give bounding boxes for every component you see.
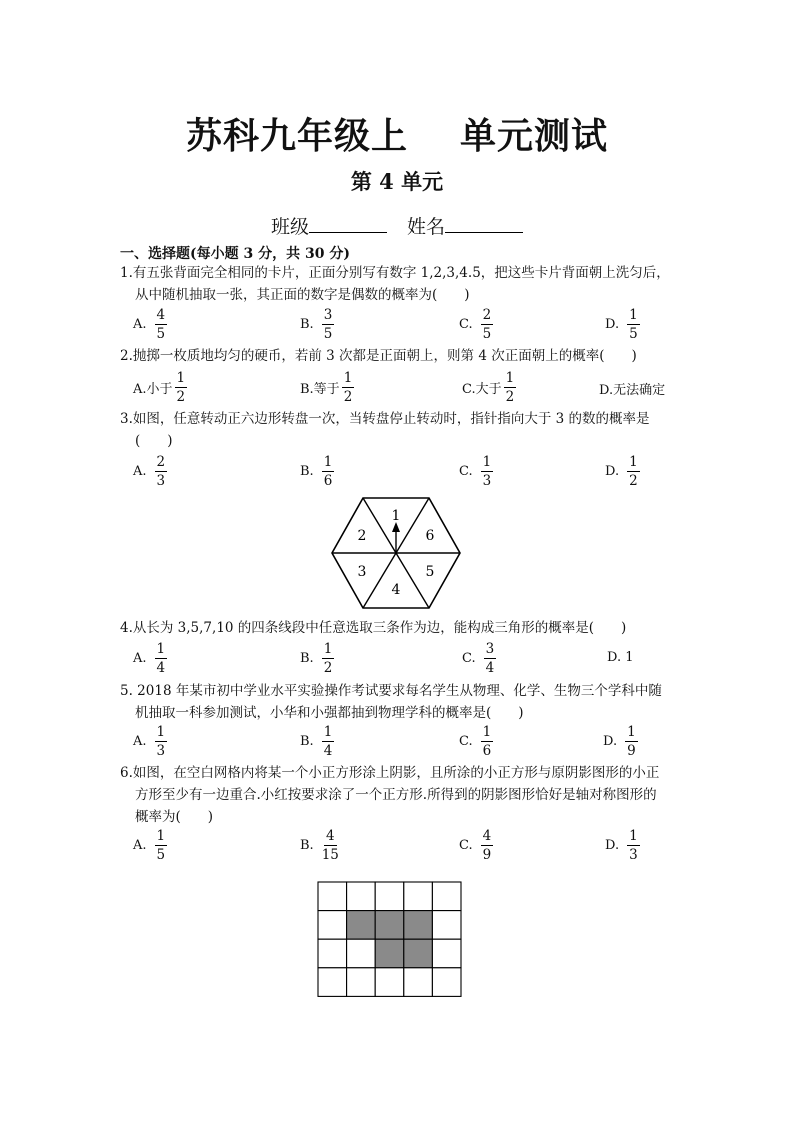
sector-label: 5 xyxy=(425,564,435,580)
question-line: ( ) xyxy=(135,433,173,449)
question-line: 1.有五张背面完全相同的卡片，正面分别写有数字 1,2,3,4.5，把这些卡片背面朝上洗匀后， xyxy=(120,265,670,281)
grid-cell xyxy=(432,911,461,940)
question-1 xyxy=(120,262,670,306)
class-blank[interactable] xyxy=(309,216,387,233)
fraction: $\frac{4}{5}$ xyxy=(156,307,166,342)
grid-cell xyxy=(432,939,461,968)
question-3 xyxy=(120,408,650,452)
grid-cell xyxy=(404,882,433,911)
grid-cell-shaded xyxy=(375,911,404,940)
grid-cell xyxy=(318,939,347,968)
grid-cell xyxy=(347,968,376,997)
grid-cell-shaded xyxy=(347,911,376,940)
fraction: $\frac{2}{5}$ xyxy=(482,307,492,342)
page-title xyxy=(0,108,794,159)
option-d[interactable]: D. $\frac{1}{2}$ xyxy=(605,454,638,489)
question-6 xyxy=(120,762,659,828)
option-d[interactable]: D. $\frac{1}{5}$ xyxy=(605,307,638,342)
grid-cell xyxy=(318,882,347,911)
fraction: $\frac{3}{4}$ xyxy=(485,641,495,676)
option-a[interactable]: A. $\frac{1}{5}$ xyxy=(133,828,166,863)
option-b[interactable]: B. $\frac{1}{2}$ xyxy=(300,641,333,676)
fraction: $\frac{1}{2}$ xyxy=(629,454,638,489)
option-b[interactable]: B. $\frac{1}{6}$ xyxy=(300,454,333,489)
fraction: $\frac{1}{6}$ xyxy=(482,724,492,759)
hexagon-spinner-figure xyxy=(330,496,462,610)
fraction: $\frac{1}{2}$ xyxy=(505,370,515,405)
fraction: $\frac{1}{6}$ xyxy=(323,454,333,489)
fraction: $\frac{1}{3}$ xyxy=(482,454,492,489)
title-grade: 苏科九年级上 xyxy=(185,116,408,157)
class-label: 班级 xyxy=(270,216,309,238)
option-c[interactable]: C. $\frac{1}{6}$ xyxy=(459,724,492,759)
title-test: 单元测试 xyxy=(460,116,609,157)
question-5 xyxy=(120,680,662,724)
question-2 xyxy=(120,345,637,367)
options-q3 xyxy=(0,454,794,494)
option-a[interactable]: A.小于 $\frac{1}{2}$ xyxy=(133,370,186,405)
option-c[interactable]: C. $\frac{2}{5}$ xyxy=(459,307,492,342)
option-a[interactable]: A. $\frac{2}{3}$ xyxy=(133,454,166,489)
question-line: 2.抛掷一枚质地均匀的硬币，若前 3 次都是正面朝上，则第 4 次正面朝上的概率( ) xyxy=(120,348,637,364)
option-b[interactable]: B. $\frac{4}{15}$ xyxy=(300,828,339,863)
options-q6 xyxy=(0,828,794,868)
grid-cell xyxy=(404,968,433,997)
sector-label: 4 xyxy=(391,582,401,598)
question-line: 方形至少有一边重合.小红按要求涂了一个正方形.所得到的阴影图形恰好是轴对称图形的 xyxy=(135,787,657,803)
options-q4 xyxy=(0,641,794,681)
option-c[interactable]: C. $\frac{1}{3}$ xyxy=(459,454,492,489)
option-d[interactable]: D.无法确定 xyxy=(599,383,666,398)
grid-cell xyxy=(432,968,461,997)
question-line: 概率为( ) xyxy=(135,809,214,825)
option-c[interactable]: C. $\frac{3}{4}$ xyxy=(462,641,495,676)
option-c[interactable]: C.大于 $\frac{1}{2}$ xyxy=(462,370,515,405)
fraction: $\frac{1}{4}$ xyxy=(156,641,166,676)
unit-subtitle: 第 4 单元 xyxy=(350,169,444,194)
option-a[interactable]: A. $\frac{1}{4}$ xyxy=(133,641,166,676)
shaded-grid-figure xyxy=(317,881,463,999)
grid-cell xyxy=(375,968,404,997)
grid-cell-shaded xyxy=(375,939,404,968)
section-heading: 一、选择题(每小题 3 分，共 30 分) xyxy=(120,246,350,262)
student-info-line xyxy=(0,212,794,239)
question-line: 机抽取一科参加测试，小华和小强都抽到物理学科的概率是( ) xyxy=(135,705,524,721)
fraction: $\frac{1}{2}$ xyxy=(343,370,353,405)
grid-cell xyxy=(347,939,376,968)
sector-label: 2 xyxy=(357,528,367,544)
question-line: 从中随机抽取一张，其正面的数字是偶数的概率为( ) xyxy=(135,287,470,303)
fraction: $\frac{1}{3}$ xyxy=(156,724,166,759)
fraction: $\frac{1}{2}$ xyxy=(323,641,333,676)
fraction: $\frac{2}{3}$ xyxy=(156,454,166,489)
option-a[interactable]: A. $\frac{1}{3}$ xyxy=(133,724,166,759)
fraction: $\frac{4}{15}$ xyxy=(321,828,339,863)
grid-cell xyxy=(375,882,404,911)
question-line: 5. 2018 年某市初中学业水平实验操作考试要求每名学生从物理、化学、生物三个学科中随 xyxy=(120,683,662,699)
fraction: $\frac{1}{9}$ xyxy=(627,724,636,759)
fraction: $\frac{1}{4}$ xyxy=(323,724,333,759)
option-a[interactable]: A. $\frac{4}{5}$ xyxy=(133,307,166,342)
option-b[interactable]: B. $\frac{3}{5}$ xyxy=(300,307,333,342)
option-d[interactable]: D. 1 xyxy=(607,650,634,665)
option-d[interactable]: D. $\frac{1}{9}$ xyxy=(603,724,636,759)
grid-cell xyxy=(318,911,347,940)
name-label: 姓名 xyxy=(407,216,446,238)
question-line: 6.如图，在空白网格内将某一个小正方形涂上阴影，且所涂的小正方形与原阴影图形的小正 xyxy=(120,765,660,781)
question-line: 3.如图，任意转动正六边形转盘一次，当转盘停止转动时，指针指向大于 3 的数的概率是 xyxy=(120,411,650,427)
sector-label: 1 xyxy=(391,508,401,524)
option-b[interactable]: B.等于 $\frac{1}{2}$ xyxy=(300,370,353,405)
fraction: $\frac{1}{5}$ xyxy=(629,307,638,342)
option-d[interactable]: D. $\frac{1}{3}$ xyxy=(605,828,638,863)
grid-cell xyxy=(432,882,461,911)
question-4 xyxy=(120,617,626,639)
option-b[interactable]: B. $\frac{1}{4}$ xyxy=(300,724,333,759)
grid-cell-shaded xyxy=(404,911,433,940)
fraction: $\frac{1}{3}$ xyxy=(629,828,638,863)
grid-cell-shaded xyxy=(404,939,433,968)
name-blank[interactable] xyxy=(445,216,523,233)
sector-label: 6 xyxy=(425,528,435,544)
option-c[interactable]: C. $\frac{4}{9}$ xyxy=(459,828,492,863)
fraction: $\frac{1}{2}$ xyxy=(176,370,186,405)
fraction: $\frac{3}{5}$ xyxy=(323,307,333,342)
question-line: 4.从长为 3,5,7,10 的四条线段中任意选取三条作为边，能构成三角形的概率是( ) xyxy=(120,620,627,636)
options-q5 xyxy=(0,724,794,764)
fraction: $\frac{4}{9}$ xyxy=(482,828,492,863)
grid-cell xyxy=(318,968,347,997)
grid-cell xyxy=(347,882,376,911)
options-q1 xyxy=(0,307,794,347)
options-q2 xyxy=(0,370,794,410)
sector-label: 3 xyxy=(357,564,367,580)
fraction: $\frac{1}{5}$ xyxy=(156,828,166,863)
